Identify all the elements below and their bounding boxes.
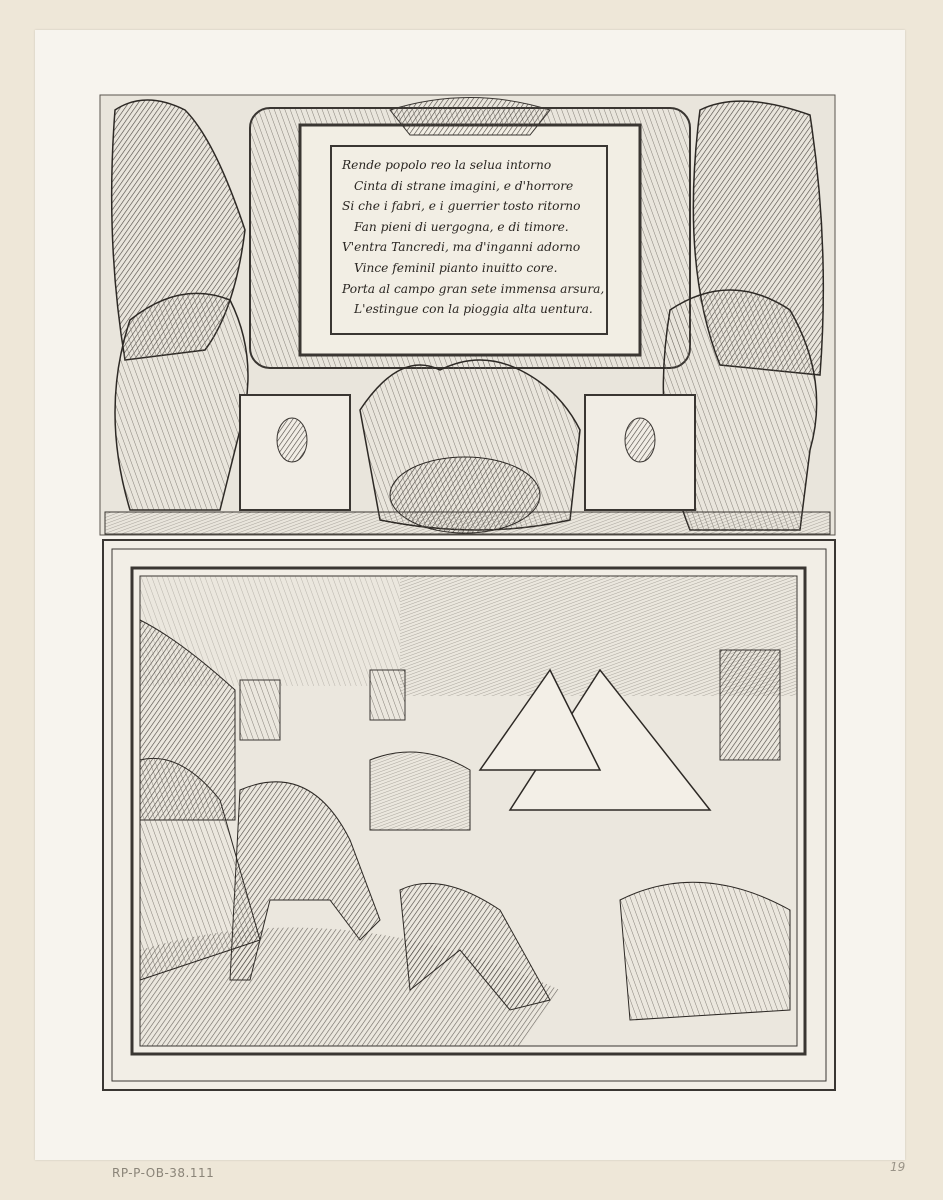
verse-line: L'estingue con la pioggia alta uentura.: [354, 302, 593, 317]
verse-line: Rende popolo reo la selua intorno: [342, 158, 552, 172]
verse-panel: [330, 145, 608, 335]
left-figure: [115, 293, 248, 510]
verse-line: Fan pieni di uergogna, e di timore.: [354, 219, 569, 234]
battle-scene: [103, 540, 835, 1090]
verse-line: Si che i fabri, e i guerrier tosto ritorno: [342, 199, 581, 214]
inventory-number: RP-P-OB-38.111: [112, 1166, 215, 1180]
verse-line: V'entra Tancredi, ma d'inganni adorno: [342, 240, 581, 255]
verse-line: Cinta di strane imagini, e d'horrore: [354, 178, 574, 193]
verse-line: Vince feminil pianto inuitto core.: [354, 260, 558, 275]
page-number: 19: [890, 1160, 906, 1174]
verse-line: Porta al campo gran sete immensa arsura,: [342, 281, 605, 296]
